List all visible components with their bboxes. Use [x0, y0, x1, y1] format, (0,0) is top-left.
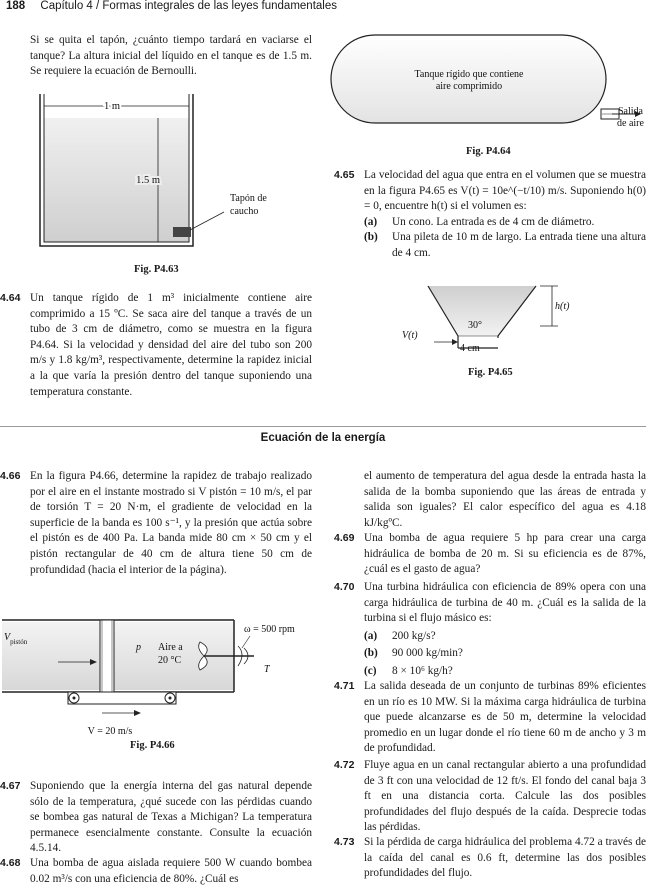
- problem-number: 4.70: [334, 581, 355, 593]
- tank-label-1: Tanque rígido que contiene: [414, 69, 524, 80]
- option-b: (b) 90 000 kg/min?: [364, 647, 463, 660]
- caption-p4-63: Fig. P4.63: [134, 264, 179, 275]
- problem-4-73: [334, 835, 646, 882]
- problem-4-65: [334, 168, 646, 262]
- plug-pointer: [190, 212, 224, 230]
- problem-4-72: [334, 758, 646, 836]
- velocity-label: V(t): [402, 330, 418, 341]
- option-c: (c) 8 × 10⁶ kg/h?: [364, 664, 453, 677]
- section-divider: [0, 426, 646, 427]
- tank-label-2: aire comprimido: [435, 81, 503, 92]
- option-a: (a) Un cono. La entrada es de 4 cm de diámetro.: [364, 215, 595, 228]
- piston-velocity-label: $V_{pistón}$: [4, 632, 28, 646]
- problem-number: 4.73: [334, 836, 355, 848]
- plug-label-1: Tapón de: [230, 193, 267, 204]
- water-volume: [428, 286, 536, 336]
- height-label: 1.5 m: [136, 175, 160, 186]
- figure-p4-66: [2, 612, 302, 742]
- problem-4-71: [334, 679, 646, 757]
- problem-number: 4.69: [334, 532, 355, 544]
- torque-label: T: [264, 664, 270, 675]
- problem-4-69: [334, 531, 646, 578]
- problem-text: En la figura P4.66, determine la rapidez de trabajo realizado por el aire en el instante mostrado si V pistón = 10 m/s, el par de torsión T = 20 N·m, el gradiente de velocidad en la superficie de la banda es 100 s⁻¹, y la presión que actúa sobre el pistón es de 400 Pa. La banda mide 80 cm × 50 cm y el pistón rectangular de 40 cm de altura tiene 50 cm de profundidad (hacia el interior de la página).: [30, 470, 312, 576]
- belt-velocity-label: V = 20 m/s: [87, 726, 133, 737]
- problem-text: Si la pérdida de carga hidráulica del problema 4.72 a través de la caída del canal es 0.6 ft, determine las dos posibles profundidades del flujo.: [364, 836, 646, 880]
- problem-text: Suponiendo que la energía interna del gas natural depende sólo de la temperatura, ¿qué sucede con las pérdidas cuando se bombea gas natural de Texas a Michigan? La temperatura permanece esencialmente constante. Consulte la ecuación 4.5.14.: [30, 780, 312, 855]
- problem-4-70: [334, 580, 646, 680]
- tank-water: [44, 118, 189, 242]
- problem-number: 4.68: [0, 857, 21, 869]
- problem-text: Una turbina hidráulica con eficiencia de 89% opera con una carga hidráulica de turbina de 40 m. ¿Cuál es la salida de la turbina si el flujo másico es:: [364, 581, 646, 625]
- problem-text: Una bomba de agua requiere 5 hp para crear una carga hidráulica de bomba de 20 m. Si su eficiencia es de 87%, ¿cuál es el gasto de agua?: [364, 532, 646, 576]
- belt-arrow-head: [134, 710, 141, 716]
- problem-number: 4.66: [0, 470, 21, 482]
- figure-p4-64: [330, 33, 646, 143]
- problem-text: La velocidad del agua que entra en el volumen que se muestra en la figura P4.65 es V(t) = 10e^(−t/10) m/s. Suponiendo h(0) = 0, encuentre h(t) si el volumen es:: [364, 169, 646, 213]
- section-title: Ecuación de la energía: [260, 432, 386, 444]
- problem-text: Una bomba de agua aislada requiere 500 W cuando bombea 0.02 m³/s con una eficiencia de 80%. ¿Cuál es: [30, 857, 312, 885]
- belt: [68, 692, 176, 704]
- height-label: h(t): [555, 301, 570, 312]
- angle-label: 30°: [468, 320, 482, 331]
- inflow-arrow-head: [452, 339, 458, 345]
- problem-4-67: [0, 779, 312, 857]
- caption-p4-64: Fig. P4.64: [466, 146, 511, 157]
- air-label-2: 20 °C: [158, 655, 182, 666]
- omega-label: ω = 500 rpm: [244, 624, 295, 635]
- page-number: 188: [6, 0, 26, 12]
- page-header: [6, 0, 337, 12]
- problem-4-68-continuation: el aumento de temperatura del agua desde la entrada hasta la salida de la bomba suponiendo que las áreas de entrada y salida son iguales? El calor específico del agua es 4.18 kJ/kgºC.: [364, 470, 646, 529]
- problem-number: 4.64: [0, 292, 21, 304]
- figure-p4-65: [374, 276, 584, 366]
- caption-p4-66: Fig. P4.66: [130, 740, 175, 751]
- option-b: (b) Una pileta de 10 m de largo. La entrada tiene una altura de 4 cm.: [364, 231, 646, 259]
- intro-paragraph: Si se quita el tapón, ¿cuánto tiempo tardará en vaciarse el tanque? La altura inicial del líquido en el tanque es de 1.5 m. Se requiere la ecuación de Bernoulli.: [30, 34, 312, 78]
- problem-4-66: [0, 469, 312, 578]
- rubber-plug: [173, 227, 191, 237]
- caption-p4-65: Fig. P4.65: [468, 367, 513, 378]
- problem-text: La salida deseada de un conjunto de turbinas 89% eficientes en un río es 10 MW. Si la máxima carga hidráulica de turbina que puede alcanzarse es de 50 m, determine la velocidad promedio en un lugar donde el río tiene 60 m de ancho y 3 m de profundidad.: [364, 680, 646, 755]
- problem-4-64: [0, 291, 312, 400]
- problem-number: 4.67: [0, 780, 21, 792]
- problem-number: 4.72: [334, 759, 355, 771]
- cylinder-body: [2, 622, 234, 690]
- width-label: 1 m: [103, 101, 121, 112]
- problem-text: Fluye agua en un canal rectangular abierto a una profundidad de 3 ft con una velocidad de 12 ft/s. El fondo del canal baja 3 ft en una distancia corta. Calcule las dos posibles profundidades del flujo después de la caída. Desprecie todas las pérdidas.: [364, 759, 646, 834]
- problem-text: Un tanque rígido de 1 m³ inicialmente contiene aire comprimido a 15 ºC. Se saca aire del tanque a través de un tubo de 3 cm de diámetro, como se muestra en la figura P4.64. Si la velocidad y densidad del aire del tubo son 200 m/s y 1.8 kg/m³, respectivamente, determine la rapidez inicial a la que varía la presión dentro del tanque suponiendo una temperatura constante.: [30, 292, 312, 398]
- figure-p4-63: [30, 88, 280, 280]
- plug-label-2: caucho: [230, 206, 259, 217]
- pressure-label: p: [136, 642, 141, 653]
- problem-4-68: [0, 856, 312, 887]
- exit-label-2: de aire: [617, 118, 644, 129]
- problem-number: 4.71: [334, 680, 355, 692]
- chapter-title: Capítulo 4 / Formas integrales de las leyes fundamentales: [40, 0, 337, 12]
- exit-label-1: Salida: [618, 106, 643, 117]
- air-label-1: Aire a: [158, 642, 183, 653]
- inlet-label: 4 cm: [460, 343, 480, 354]
- problem-number: 4.65: [334, 169, 355, 181]
- option-a: (a) 200 kg/s?: [364, 629, 436, 642]
